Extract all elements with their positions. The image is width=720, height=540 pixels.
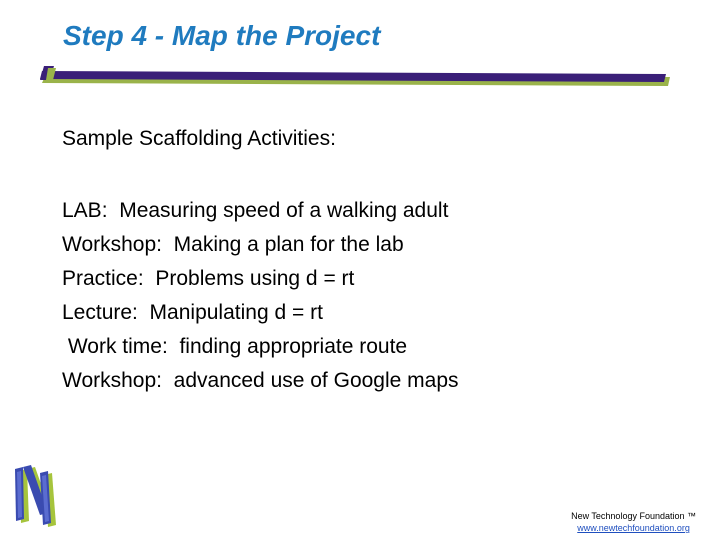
activity-item: Lecture: Manipulating d = rt — [62, 301, 323, 324]
activity-item: Workshop: advanced use of Google maps — [62, 369, 459, 392]
activity-item: Practice: Problems using d = rt — [62, 267, 355, 290]
title-underline — [38, 66, 670, 92]
activity-list — [62, 194, 459, 398]
footer — [571, 510, 696, 534]
footer-org: New Technology Foundation ™ — [571, 511, 696, 521]
slide-subtitle: Sample Scaffolding Activities: — [62, 127, 336, 150]
activity-item: Work time: finding appropriate route — [62, 335, 408, 358]
footer-url-link[interactable]: www.newtechfoundation.org — [577, 523, 690, 533]
slide-title: Step 4 - Map the Project — [63, 20, 381, 51]
activity-item: LAB: Measuring speed of a walking adult — [62, 199, 449, 222]
new-tech-logo-icon — [10, 463, 66, 531]
activity-item: Workshop: Making a plan for the lab — [62, 233, 404, 256]
